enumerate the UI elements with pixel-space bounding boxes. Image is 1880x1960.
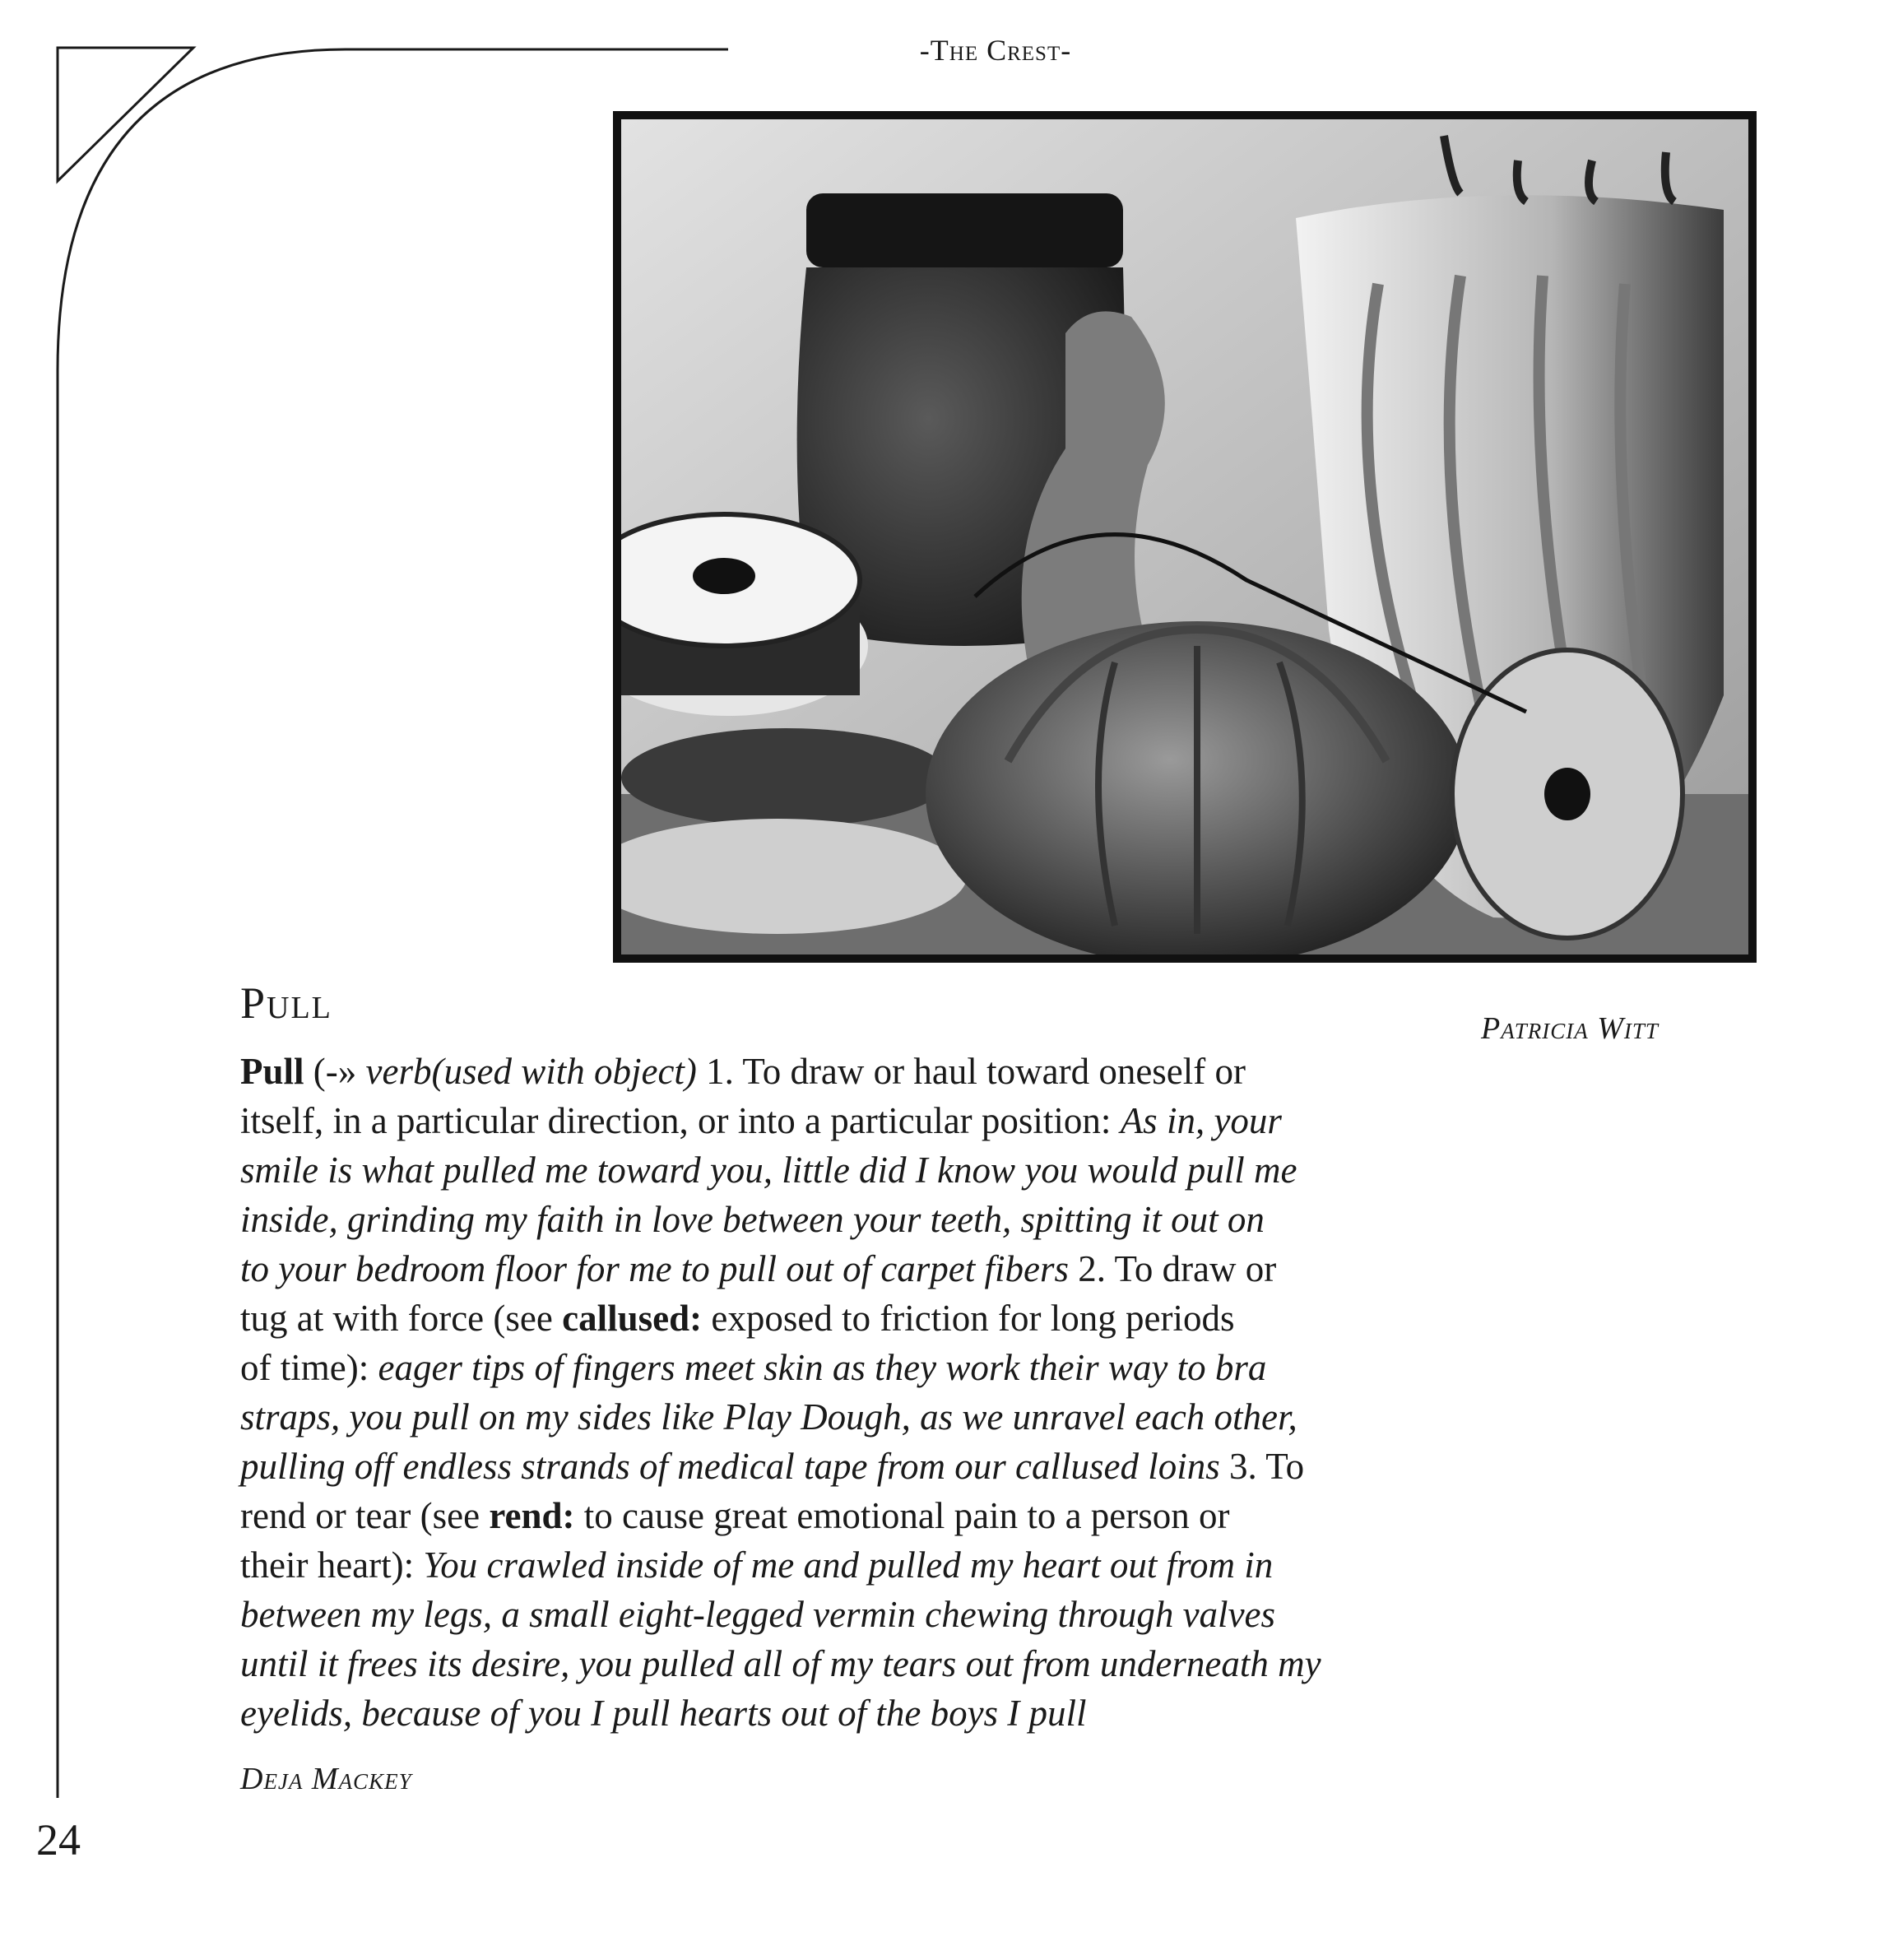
poem-segment: Pull — [240, 1051, 304, 1092]
poem-line — [240, 1343, 1417, 1392]
poem-segment: straps, you pull on my sides like Play Dough, as we unravel each other, — [240, 1396, 1297, 1437]
poem-segment: to cause great emotional pain to a person or — [574, 1495, 1230, 1536]
poem-segment: rend: — [489, 1495, 575, 1536]
poem-segment: to your bedroom floor for me to pull out of carpet fibers — [240, 1248, 1070, 1289]
poem-segment: callused: — [562, 1298, 703, 1339]
poem-segment: 1. To draw or haul toward oneself or — [696, 1051, 1246, 1092]
poem-line — [240, 1392, 1417, 1442]
poem-line — [240, 1195, 1417, 1244]
page-number: 24 — [36, 1815, 81, 1865]
poem-segment: between my legs, a small eight-legged vermin chewing through valves — [240, 1594, 1276, 1635]
poem-segment: pulling off endless strands of medical tape from our callused loins — [240, 1446, 1220, 1487]
poem-segment: tug at with force (see — [240, 1298, 563, 1339]
poem-line — [240, 1639, 1417, 1688]
poem-segment: until it frees its desire, you pulled all of my tears out from underneath my — [240, 1643, 1321, 1684]
still-life-drawing-icon — [621, 119, 1748, 954]
poem-segment: eager tips of fingers meet skin as they work their way to bra — [378, 1347, 1267, 1388]
poem-segment: 2. To draw or — [1069, 1248, 1277, 1289]
poem-segment: eyelids, because of you I pull hearts out of the boys I pull — [240, 1693, 1087, 1734]
poem-line — [240, 1096, 1417, 1145]
poem-segment: rend or tear (see — [240, 1495, 490, 1536]
running-head: -The Crest- — [919, 34, 1072, 67]
artwork-image — [613, 111, 1757, 963]
poem-author: Deja Mackey — [240, 1762, 412, 1796]
poem-segment: of time): — [240, 1347, 378, 1388]
poem-title: Pull — [240, 978, 332, 1028]
poem-line — [240, 1540, 1417, 1590]
poem-line — [240, 1590, 1417, 1639]
poem-line — [240, 1145, 1417, 1195]
poem-line — [240, 1442, 1417, 1491]
poem-segment: (-» — [304, 1051, 366, 1092]
poem-segment: inside, grinding my faith in love between your teeth, spitting it out on — [240, 1199, 1265, 1240]
poem-line — [240, 1244, 1417, 1294]
poem-segment: exposed to friction for long periods — [702, 1298, 1235, 1339]
poem-line — [240, 1047, 1417, 1096]
poem-line — [240, 1294, 1417, 1343]
poem-body — [240, 1047, 1417, 1738]
poem-segment: As in, your — [1120, 1100, 1282, 1141]
poem-segment: verb(used with object) — [365, 1051, 697, 1092]
poem-line — [240, 1491, 1417, 1540]
poem-segment: 3. To — [1219, 1446, 1305, 1487]
artist-credit: Patricia Witt — [1481, 1011, 1659, 1046]
poem-segment: itself, in a particular direction, or into a particular position: — [240, 1100, 1121, 1141]
poem-segment: their heart): — [240, 1544, 424, 1586]
poem-segment: smile is what pulled me toward you, little did I know you would pull me — [240, 1150, 1297, 1191]
poem-segment: You crawled inside of me and pulled my heart out from in — [423, 1544, 1274, 1586]
poem-line — [240, 1688, 1417, 1738]
